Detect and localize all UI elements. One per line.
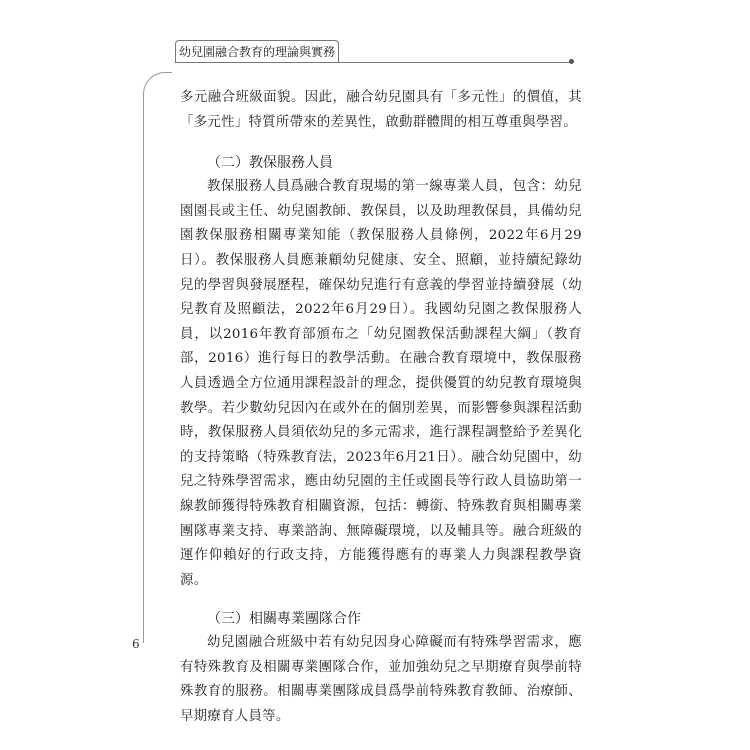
intro-paragraph: 多元融合班級面貌。因此，融合幼兒園具有「多元性」的價值，其「多元性」特質所帶來的差異性，啟動群體間的相互尊重與學習。 — [180, 90, 582, 130]
section-2-paragraph: 教保服務人員爲融合教育現場的第一線專業人員，包含：幼兒園園長或主任、幼兒園教師、教保員，以及助理教保員，具備幼兒園教保服務相關專業知能（教保服務人員條例，2022年6月29日）。教保服務人員應兼顧幼兒健康、安全、照顧，並持續紀錄幼兒的學習與發展歷程，確保幼兒進行有意義的學習並持續發展（幼兒教育及照顧法，2022年6月29日）。我國幼兒園之教保服務人員，以2016年教育部頒布之「幼兒園教保活動課程大綱」（教育部，2016）進行每日的教學活動。在融合教育環境中，教保服務人員透過全方位通用課程設計的理念，提供優質的幼兒教育環境與教學。若少數幼兒因內在或外在的個別差異，而影響參與課程活動時，教保服務人員須依幼兒的多元需求，進行課程調整給予差異化的支持策略（特殊教育法，2023年6月21日）。融合幼兒園中，幼兒之特殊學習需求，應由幼兒園的主任或園長等行政人員協助第一線教師獲得特殊教育相關資源，包括：轉銜、特殊教育與相關專業團隊專業支持、專業諮詢、無障礙環境，以及輔具等。融合班級的運作仰賴好的行政支持，方能獲得應有的專業人力與課程教學資源。 — [180, 179, 582, 588]
page-number: 6 — [132, 637, 140, 651]
running-header — [175, 40, 575, 62]
section-heading-2: （二）教保服務人員 — [207, 155, 333, 172]
header-rule — [175, 62, 571, 63]
running-title: 幼兒園融合教育的理論與實務 — [178, 45, 335, 59]
section-heading-3: （三）相關專業團隊合作 — [207, 611, 361, 628]
section-3-paragraph: 幼兒園融合班級中若有幼兒因身心障礙而有特殊學習需求，應有特殊教育及相關專業團隊合作，並加強幼兒之早期療育與學前特殊教育的服務。相關專業團隊成員爲學前特殊教育教師、治療師、早期療育人員等。 — [180, 635, 582, 725]
header-rule-dot — [569, 59, 574, 64]
page-border-curve — [143, 72, 172, 643]
page-body — [180, 86, 582, 730]
